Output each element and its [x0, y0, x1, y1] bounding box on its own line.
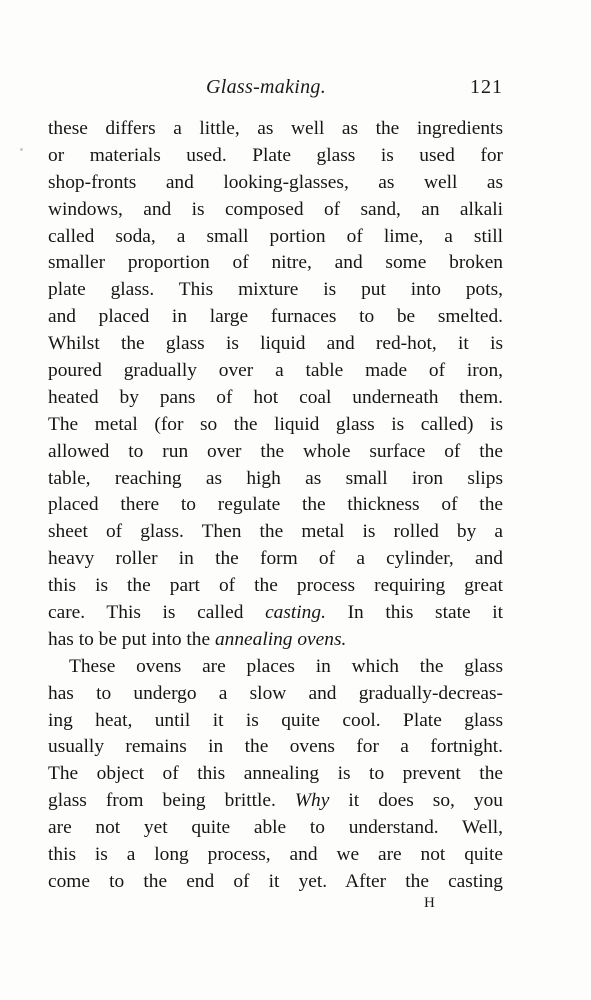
text-line: The metal (for so the liquid glass is called) is: [48, 413, 503, 435]
running-header: [48, 76, 503, 102]
text-line: table, reaching as high as small iron slips: [48, 467, 503, 489]
text-line: usually remains in the ovens for a fortnight.: [48, 736, 503, 758]
text-line: come to the end of it yet. After the casting: [48, 870, 503, 892]
text-line: heavy roller in the form of a cylinder, and: [48, 548, 503, 570]
running-title: Glass-making.: [206, 76, 327, 98]
text-line: allowed to run over the whole surface of the: [48, 440, 503, 462]
text-line: poured gradually over a table made of iron,: [48, 360, 503, 382]
text-line: and placed in large furnaces to be smelted.: [48, 306, 503, 328]
text-line: glass from being brittle. Why it does so, you: [48, 790, 503, 812]
text-line: sheet of glass. Then the metal is rolled by a: [48, 521, 503, 543]
italic-term-why: Why: [294, 790, 330, 812]
page-number: 121: [470, 76, 503, 98]
text-line: windows, and is composed of sand, an alkali: [48, 198, 503, 220]
paper-speck: [20, 148, 23, 151]
text-line: called soda, a small portion of lime, a still: [48, 225, 503, 247]
italic-term-casting: casting.: [265, 602, 326, 624]
text-line-paragraph-start: These ovens are places in which the glass: [69, 655, 503, 677]
text-line: smaller proportion of nitre, and some broken: [48, 252, 503, 274]
body-text: [48, 116, 503, 896]
text-line: care. This is called casting. In this state it: [48, 602, 503, 624]
text-line: ing heat, until it is quite cool. Plate glass: [48, 709, 503, 731]
signature-mark: H: [424, 895, 436, 911]
text-line-paragraph-end: has to be put into the annealing ovens.: [48, 628, 347, 650]
text-line: placed there to regulate the thickness of the: [48, 494, 503, 516]
text-line: plate glass. This mixture is put into pots,: [48, 279, 503, 301]
text-line: heated by pans of hot coal underneath them.: [48, 386, 503, 408]
text-line: The object of this annealing is to prevent the: [48, 763, 503, 785]
text-line: shop-fronts and looking-glasses, as well as: [48, 171, 503, 193]
text-line: this is a long process, and we are not quite: [48, 844, 503, 866]
text-line: Whilst the glass is liquid and red-hot, it is: [48, 333, 503, 355]
text-line: these differs a little, as well as the ingredients: [48, 118, 503, 139]
text-line: has to undergo a slow and gradually-decreas-: [48, 682, 503, 704]
text-line: or materials used. Plate glass is used for: [48, 144, 503, 166]
text-line: are not yet quite able to understand. Well,: [48, 817, 503, 839]
italic-term-annealing-ovens: annealing ovens.: [214, 628, 347, 650]
text-line: this is the part of the process requiring great: [48, 575, 503, 597]
